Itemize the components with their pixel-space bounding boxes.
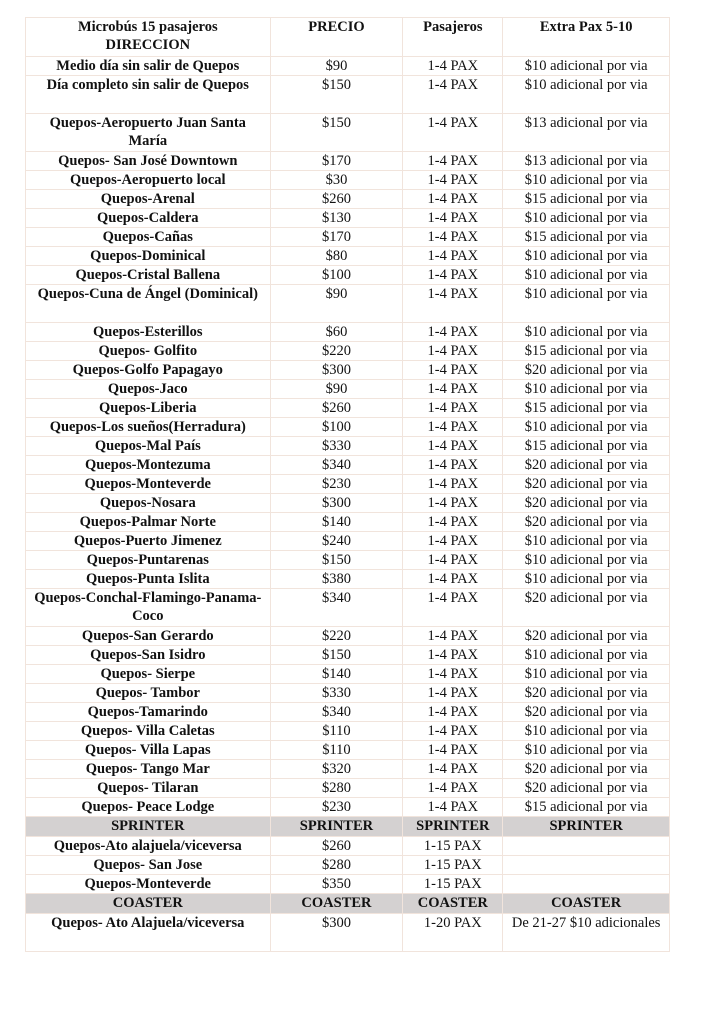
table-row xyxy=(26,323,670,342)
route-cell: Quepos-Cuna de Ángel (Dominical) xyxy=(26,285,271,323)
passengers-cell: 1-4 PAX xyxy=(403,285,503,323)
route-cell: Quepos-Punta Islita xyxy=(26,570,271,589)
passengers-cell: 1-4 PAX xyxy=(403,741,503,760)
table-row xyxy=(26,228,670,247)
table-row xyxy=(26,570,670,589)
route-cell: Quepos-Aeropuerto local xyxy=(26,171,271,190)
passengers-cell: 1-4 PAX xyxy=(403,665,503,684)
price-cell: $300 xyxy=(270,361,403,380)
route-cell: Quepos-Esterillos xyxy=(26,323,271,342)
passengers-cell: 1-4 PAX xyxy=(403,418,503,437)
route-cell: Quepos-Jaco xyxy=(26,380,271,399)
route-cell: Quepos-Nosara xyxy=(26,494,271,513)
extra-cell: $15 adicional por via xyxy=(503,228,670,247)
price-cell: $60 xyxy=(270,323,403,342)
route-cell: Quepos-Puerto Jimenez xyxy=(26,532,271,551)
route-cell: Quepos- Tambor xyxy=(26,684,271,703)
passengers-cell: 1-4 PAX xyxy=(403,779,503,798)
passengers-cell: 1-4 PAX xyxy=(403,399,503,418)
route-cell: Quepos- San José Downtown xyxy=(26,152,271,171)
price-cell: $110 xyxy=(270,722,403,741)
extra-cell: $13 adicional por via xyxy=(503,152,670,171)
route-cell: Quepos-Montezuma xyxy=(26,456,271,475)
price-cell: $240 xyxy=(270,532,403,551)
route-cell: Quepos- Peace Lodge xyxy=(26,798,271,817)
table-row xyxy=(26,646,670,665)
extra-cell: $20 adicional por via xyxy=(503,494,670,513)
extra-cell: $10 adicional por via xyxy=(503,722,670,741)
route-cell: Quepos-Monteverde xyxy=(26,475,271,494)
table-row xyxy=(26,513,670,532)
passengers-cell: 1-4 PAX xyxy=(403,342,503,361)
route-cell: Quepos- Villa Caletas xyxy=(26,722,271,741)
extra-cell: $20 adicional por via xyxy=(503,627,670,646)
passengers-cell: 1-4 PAX xyxy=(403,437,503,456)
route-cell: Quepos-Arenal xyxy=(26,190,271,209)
price-cell: $150 xyxy=(270,76,403,114)
table-row xyxy=(26,266,670,285)
extra-cell: $15 adicional por via xyxy=(503,342,670,361)
price-cell: $90 xyxy=(270,285,403,323)
price-cell: $100 xyxy=(270,418,403,437)
table-row xyxy=(26,589,670,627)
passengers-cell: 1-4 PAX xyxy=(403,266,503,285)
extra-cell xyxy=(503,856,670,875)
table-row xyxy=(26,361,670,380)
extra-cell: $13 adicional por via xyxy=(503,114,670,152)
route-cell: Quepos- Tilaran xyxy=(26,779,271,798)
table-row xyxy=(26,152,670,171)
extra-cell: $20 adicional por via xyxy=(503,589,670,627)
passengers-cell: 1-4 PAX xyxy=(403,152,503,171)
table-row xyxy=(26,494,670,513)
extra-cell: $10 adicional por via xyxy=(503,57,670,76)
table-row xyxy=(26,76,670,114)
passengers-cell: 1-4 PAX xyxy=(403,57,503,76)
passengers-cell: 1-4 PAX xyxy=(403,380,503,399)
extra-cell: $10 adicional por via xyxy=(503,741,670,760)
extra-cell xyxy=(503,875,670,894)
header-price: PRECIO xyxy=(270,18,403,57)
table-row xyxy=(26,342,670,361)
route-cell: Quepos-Aeropuerto Juan Santa María xyxy=(26,114,271,152)
price-cell: $340 xyxy=(270,589,403,627)
extra-cell: $20 adicional por via xyxy=(503,760,670,779)
route-cell: Quepos-Conchal-Flamingo-Panama- Coco xyxy=(26,589,271,627)
extra-cell: $20 adicional por via xyxy=(503,684,670,703)
extra-cell: $10 adicional por via xyxy=(503,532,670,551)
price-cell: $330 xyxy=(270,437,403,456)
passengers-cell: 1-4 PAX xyxy=(403,361,503,380)
price-cell: $300 xyxy=(270,914,403,952)
passengers-cell: 1-4 PAX xyxy=(403,627,503,646)
extra-cell: $10 adicional por via xyxy=(503,171,670,190)
price-cell: $260 xyxy=(270,837,403,856)
price-cell: $30 xyxy=(270,171,403,190)
header-passengers: Pasajeros xyxy=(403,18,503,57)
price-cell: $170 xyxy=(270,152,403,171)
transport-rates-table xyxy=(25,17,670,952)
route-cell: Quepos- Golfito xyxy=(26,342,271,361)
table-body xyxy=(26,57,670,952)
passengers-cell: 1-4 PAX xyxy=(403,171,503,190)
passengers-cell: 1-4 PAX xyxy=(403,209,503,228)
passengers-cell: 1-4 PAX xyxy=(403,703,503,722)
passengers-cell: 1-4 PAX xyxy=(403,684,503,703)
table-row xyxy=(26,760,670,779)
route-cell: Quepos-Monteverde xyxy=(26,875,271,894)
extra-cell: $10 adicional por via xyxy=(503,247,670,266)
table-row xyxy=(26,418,670,437)
extra-cell: $20 adicional por via xyxy=(503,475,670,494)
passengers-cell: 1-4 PAX xyxy=(403,456,503,475)
coaster-header-cell: COASTER xyxy=(503,894,670,914)
table-row xyxy=(26,684,670,703)
passengers-cell: 1-15 PAX xyxy=(403,837,503,856)
passengers-cell: 1-15 PAX xyxy=(403,856,503,875)
price-cell: $80 xyxy=(270,247,403,266)
extra-cell: $15 adicional por via xyxy=(503,798,670,817)
price-cell: $260 xyxy=(270,190,403,209)
price-cell: $220 xyxy=(270,627,403,646)
price-cell: $230 xyxy=(270,798,403,817)
table-row xyxy=(26,532,670,551)
route-cell: Quepos-Caldera xyxy=(26,209,271,228)
passengers-cell: 1-4 PAX xyxy=(403,247,503,266)
price-cell: $330 xyxy=(270,684,403,703)
price-cell: $340 xyxy=(270,703,403,722)
price-cell: $220 xyxy=(270,342,403,361)
table-row xyxy=(26,247,670,266)
route-cell: Quepos- San Jose xyxy=(26,856,271,875)
table-row xyxy=(26,551,670,570)
sprinter-section-header xyxy=(26,817,670,837)
coaster-header-cell: COASTER xyxy=(270,894,403,914)
price-cell: $320 xyxy=(270,760,403,779)
route-cell: Quepos-Ato alajuela/viceversa xyxy=(26,837,271,856)
extra-cell: $10 adicional por via xyxy=(503,323,670,342)
table-row xyxy=(26,171,670,190)
extra-cell: $10 adicional por via xyxy=(503,551,670,570)
price-cell: $90 xyxy=(270,380,403,399)
price-cell: $100 xyxy=(270,266,403,285)
price-cell: $340 xyxy=(270,456,403,475)
extra-cell: $20 adicional por via xyxy=(503,361,670,380)
passengers-cell: 1-4 PAX xyxy=(403,798,503,817)
extra-cell: $20 adicional por via xyxy=(503,456,670,475)
sprinter-header-cell: SPRINTER xyxy=(26,817,271,837)
table-row xyxy=(26,837,670,856)
coaster-header-cell: COASTER xyxy=(403,894,503,914)
extra-cell: $10 adicional por via xyxy=(503,209,670,228)
passengers-cell: 1-4 PAX xyxy=(403,551,503,570)
route-cell: Quepos- Ato Alajuela/viceversa xyxy=(26,914,271,952)
extra-cell: $10 adicional por via xyxy=(503,570,670,589)
price-cell: $260 xyxy=(270,399,403,418)
extra-cell: $20 adicional por via xyxy=(503,513,670,532)
route-cell: Quepos-San Isidro xyxy=(26,646,271,665)
price-cell: $280 xyxy=(270,856,403,875)
extra-cell: $10 adicional por via xyxy=(503,665,670,684)
passengers-cell: 1-4 PAX xyxy=(403,570,503,589)
price-cell: $170 xyxy=(270,228,403,247)
route-cell: Quepos-Golfo Papagayo xyxy=(26,361,271,380)
route-cell: Quepos- Tango Mar xyxy=(26,760,271,779)
passengers-cell: 1-4 PAX xyxy=(403,323,503,342)
route-cell: Quepos- Sierpe xyxy=(26,665,271,684)
passengers-cell: 1-4 PAX xyxy=(403,228,503,247)
route-cell: Quepos-Dominical xyxy=(26,247,271,266)
passengers-cell: 1-4 PAX xyxy=(403,190,503,209)
route-cell: Quepos-Tamarindo xyxy=(26,703,271,722)
extra-cell: $20 adicional por via xyxy=(503,703,670,722)
sprinter-header-cell: SPRINTER xyxy=(503,817,670,837)
price-cell: $110 xyxy=(270,741,403,760)
sprinter-header-cell: SPRINTER xyxy=(270,817,403,837)
route-cell: Día completo sin salir de Quepos xyxy=(26,76,271,114)
table-row xyxy=(26,779,670,798)
table-row xyxy=(26,798,670,817)
extra-cell: $15 adicional por via xyxy=(503,437,670,456)
extra-cell: $10 adicional por via xyxy=(503,646,670,665)
table-row xyxy=(26,703,670,722)
table-row xyxy=(26,722,670,741)
passengers-cell: 1-4 PAX xyxy=(403,475,503,494)
passengers-cell: 1-4 PAX xyxy=(403,114,503,152)
price-cell: $280 xyxy=(270,779,403,798)
route-cell: Quepos- Villa Lapas xyxy=(26,741,271,760)
price-cell: $90 xyxy=(270,57,403,76)
table-header-row xyxy=(26,18,670,57)
table-row xyxy=(26,627,670,646)
table-row xyxy=(26,437,670,456)
route-cell: Quepos-Puntarenas xyxy=(26,551,271,570)
extra-cell: $10 adicional por via xyxy=(503,266,670,285)
price-cell: $300 xyxy=(270,494,403,513)
sprinter-header-cell: SPRINTER xyxy=(403,817,503,837)
route-cell: Quepos-Cañas xyxy=(26,228,271,247)
extra-cell xyxy=(503,837,670,856)
extra-cell: De 21-27 $10 adicionales xyxy=(503,914,670,952)
table-row xyxy=(26,475,670,494)
passengers-cell: 1-4 PAX xyxy=(403,589,503,627)
route-cell: Quepos-Mal País xyxy=(26,437,271,456)
table-row xyxy=(26,456,670,475)
header-extra-pax: Extra Pax 5-10 xyxy=(503,18,670,57)
table-row xyxy=(26,665,670,684)
header-direction xyxy=(26,18,271,57)
coaster-header-cell: COASTER xyxy=(26,894,271,914)
table-row xyxy=(26,856,670,875)
route-cell: Quepos-Palmar Norte xyxy=(26,513,271,532)
route-cell: Quepos-Los sueños(Herradura) xyxy=(26,418,271,437)
table-row xyxy=(26,285,670,323)
table-row xyxy=(26,914,670,952)
extra-cell: $10 adicional por via xyxy=(503,380,670,399)
route-cell: Quepos-Cristal Ballena xyxy=(26,266,271,285)
passengers-cell: 1-20 PAX xyxy=(403,914,503,952)
table-row xyxy=(26,190,670,209)
table-row xyxy=(26,380,670,399)
table-row xyxy=(26,741,670,760)
extra-cell: $10 adicional por via xyxy=(503,418,670,437)
price-cell: $380 xyxy=(270,570,403,589)
price-cell: $150 xyxy=(270,551,403,570)
table-row xyxy=(26,399,670,418)
route-cell: Quepos-San Gerardo xyxy=(26,627,271,646)
extra-cell: $20 adicional por via xyxy=(503,779,670,798)
passengers-cell: 1-4 PAX xyxy=(403,513,503,532)
coaster-section-header xyxy=(26,894,670,914)
passengers-cell: 1-4 PAX xyxy=(403,494,503,513)
price-cell: $230 xyxy=(270,475,403,494)
table-row xyxy=(26,209,670,228)
extra-cell: $15 adicional por via xyxy=(503,399,670,418)
header-direction-line2: DIRECCION xyxy=(105,37,191,53)
price-cell: $150 xyxy=(270,646,403,665)
passengers-cell: 1-15 PAX xyxy=(403,875,503,894)
passengers-cell: 1-4 PAX xyxy=(403,722,503,741)
extra-cell: $10 adicional por via xyxy=(503,285,670,323)
passengers-cell: 1-4 PAX xyxy=(403,760,503,779)
table-row xyxy=(26,875,670,894)
price-cell: $150 xyxy=(270,114,403,152)
route-cell: Medio día sin salir de Quepos xyxy=(26,57,271,76)
passengers-cell: 1-4 PAX xyxy=(403,76,503,114)
table-row xyxy=(26,114,670,152)
table-row xyxy=(26,57,670,76)
header-direction-line1: Microbús 15 pasajeros xyxy=(77,19,218,35)
price-cell: $140 xyxy=(270,665,403,684)
price-cell: $130 xyxy=(270,209,403,228)
passengers-cell: 1-4 PAX xyxy=(403,532,503,551)
passengers-cell: 1-4 PAX xyxy=(403,646,503,665)
price-cell: $140 xyxy=(270,513,403,532)
extra-cell: $15 adicional por via xyxy=(503,190,670,209)
extra-cell: $10 adicional por via xyxy=(503,76,670,114)
price-cell: $350 xyxy=(270,875,403,894)
route-cell: Quepos-Liberia xyxy=(26,399,271,418)
